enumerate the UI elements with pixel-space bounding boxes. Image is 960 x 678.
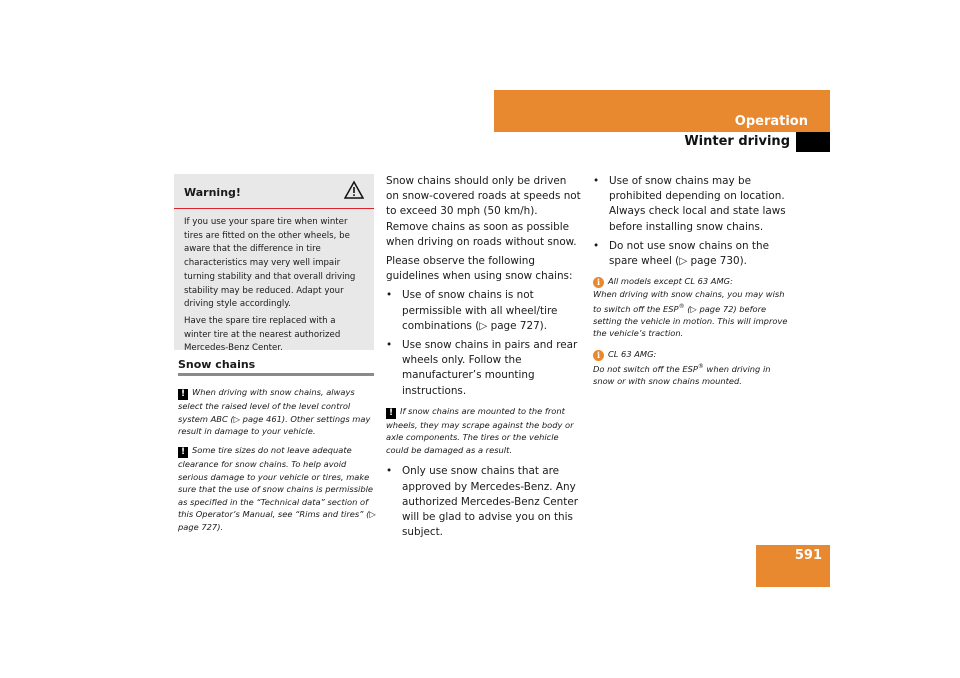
note-heading: CL 63 AMG: — [608, 348, 657, 359]
note-text: When driving with snow chains, you may wish to switch off the ESP — [593, 289, 785, 314]
exclamation-icon: ! — [386, 408, 396, 419]
note-text: Some tire sizes do not leave adequate clearance for snow chains. To help avoid serious damage to your vehicle or tires, make sure that the use of snow chains is permissible as specified in the “Technical data” section of this Operator’s Manual, see “Rims and tires” (▷ page 727). — [178, 445, 376, 532]
info-note — [593, 348, 791, 388]
note-text: Do not switch off the ESP — [593, 363, 698, 374]
registered-mark: ® — [678, 302, 685, 310]
header-marker — [796, 132, 830, 152]
header-band — [494, 90, 830, 132]
info-note — [593, 275, 791, 340]
info-icon: i — [593, 277, 604, 288]
warning-title: Warning! — [184, 186, 241, 199]
paragraph: Please observe the following guidelines when using snow chains: — [386, 255, 573, 283]
page-number-box — [756, 545, 830, 587]
note-text: (▷ page 72) before setting the vehicle in motion. This will improve the vehicle’s traction. — [593, 303, 788, 339]
warning-text: If you use your spare tire when winter tires are fitted on the other wheels, be aware that the difference in tire characteristics may very well impair turning stability and that overall driving stability may be reduced. Adapt your driving style accordingly. — [184, 217, 356, 310]
caution-note — [178, 386, 376, 438]
caution-note — [178, 444, 376, 533]
warning-header — [174, 174, 374, 209]
warning-box — [174, 174, 374, 354]
subsection-title: Winter driving — [684, 134, 790, 149]
section-heading: Snow chains — [178, 358, 256, 371]
note-text: when driving in snow or with snow chains mounted. — [593, 363, 771, 387]
heading-rule — [178, 373, 374, 376]
exclamation-icon: ! — [178, 447, 188, 458]
right-column — [593, 174, 793, 388]
list-item: • Use of snow chains may be prohibited depending on location. Always check local and state laws before installing snow chains. — [593, 174, 793, 235]
warning-text: Have the spare tire replaced with a winter tire at the nearest authorized Mercedes-Benz Center. — [184, 315, 341, 354]
info-icon: i — [593, 350, 604, 361]
list-item: • Use snow chains in pairs and rear wheels only. Follow the manufacturer’s mounting instructions. — [386, 338, 582, 399]
list-item: • Do not use snow chains on the spare wheel (▷ page 730). — [593, 239, 793, 269]
paragraph: Snow chains should only be driven on snow-covered roads at speeds not to exceed 30 mph (50 km/h). Remove chains as soon as possible when driving on roads without snow. — [386, 175, 581, 248]
list-item: • Use of snow chains is not permissible with all wheel/tire combinations (▷ page 727). — [386, 288, 582, 334]
note-heading: All models except CL 63 AMG: — [608, 276, 733, 287]
registered-mark: ® — [697, 362, 704, 370]
note-text: When driving with snow chains, always select the raised level of the level control system ABC (▷ page 461). Other settings may result in damage to your vehicle. — [178, 387, 371, 436]
section-title: Operation — [734, 114, 808, 129]
page-number: 591 — [794, 548, 822, 563]
caution-note — [386, 405, 582, 457]
warning-triangle-icon — [344, 180, 364, 200]
middle-column — [386, 174, 582, 544]
list-item: • Only use snow chains that are approved by Mercedes-Benz. Any authorized Mercedes-Benz Center will be glad to advise you on this subject. — [386, 464, 582, 540]
note-text: If snow chains are mounted to the front wheels, they may scrape against the body or axle components. The tires or the vehicle could be damaged as a result. — [386, 405, 574, 455]
exclamation-icon: ! — [178, 389, 188, 400]
